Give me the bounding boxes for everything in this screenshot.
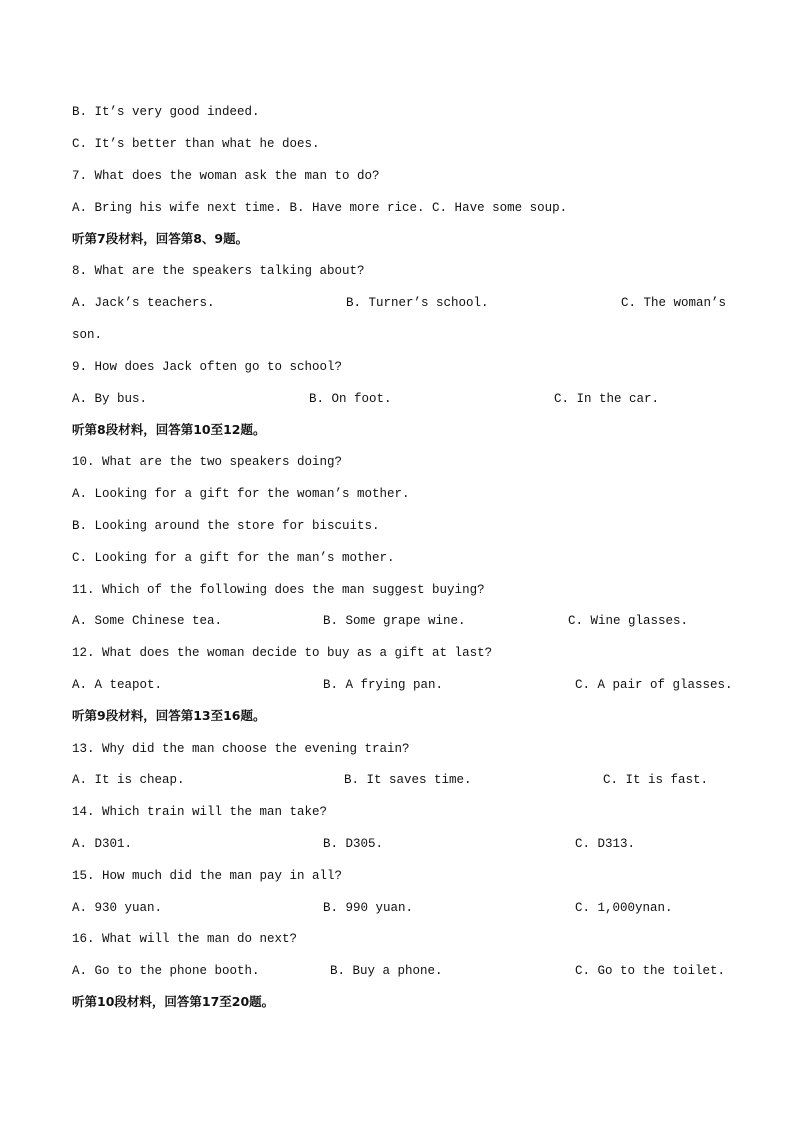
- question-15-option-c: C. 1,000ynan.: [575, 901, 673, 915]
- question-11: 11. Which of the following does the man suggest buying?: [72, 583, 485, 597]
- question-10: 10. What are the two speakers doing?: [72, 455, 343, 469]
- question-8-option-a: A. Jack’s teachers.: [72, 296, 215, 310]
- question-15-option-b: B. 990 yuan.: [323, 901, 414, 915]
- question-14: 14. Which train will the man take?: [72, 805, 328, 819]
- question-16-option-b: B. Buy a phone.: [330, 964, 443, 978]
- question-11-option-a: A. Some Chinese tea.: [72, 614, 223, 628]
- section-heading-7: 听第7段材料，回答第8、9题。: [72, 231, 249, 246]
- question-8-option-b: B. Turner’s school.: [346, 296, 489, 310]
- question-7: 7. What does the woman ask the man to do?: [72, 169, 380, 183]
- question-9: 9. How does Jack often go to school?: [72, 360, 343, 374]
- question-16-option-c: C. Go to the toilet.: [575, 964, 726, 978]
- question-14-option-a: A. D301.: [72, 837, 133, 851]
- question-13-option-b: B. It saves time.: [344, 773, 472, 787]
- question-16-option-a: A. Go to the phone booth.: [72, 964, 260, 978]
- option-b-line: B. It’s very good indeed.: [72, 105, 260, 119]
- question-11-option-c: C. Wine glasses.: [568, 614, 689, 628]
- question-12-option-c: C. A pair of glasses.: [575, 678, 733, 692]
- question-9-option-c: C. In the car.: [554, 392, 660, 406]
- question-15: 15. How much did the man pay in all?: [72, 869, 343, 883]
- question-16: 16. What will the man do next?: [72, 932, 298, 946]
- question-8-option-c: C. The woman’s: [621, 296, 727, 310]
- question-9-option-b: B. On foot.: [309, 392, 392, 406]
- section-heading-8: 听第8段材料，回答第10至12题。: [72, 422, 266, 437]
- section-heading-10: 听第10段材料，回答第17至20题。: [72, 994, 275, 1009]
- question-11-option-b: B. Some grape wine.: [323, 614, 466, 628]
- question-8-option-c-cont: son.: [72, 328, 103, 342]
- option-c-line: C. It’s better than what he does.: [72, 137, 320, 151]
- question-9-option-a: A. By bus.: [72, 392, 148, 406]
- question-13: 13. Why did the man choose the evening train?: [72, 742, 410, 756]
- question-14-option-b: B. D305.: [323, 837, 384, 851]
- question-13-option-c: C. It is fast.: [603, 773, 709, 787]
- question-15-option-a: A. 930 yuan.: [72, 901, 163, 915]
- section-heading-9: 听第9段材料，回答第13至16题。: [72, 708, 266, 723]
- question-7-options: A. Bring his wife next time. B. Have more rice. C. Have some soup.: [72, 201, 568, 215]
- question-8: 8. What are the speakers talking about?: [72, 264, 365, 278]
- question-13-option-a: A. It is cheap.: [72, 773, 185, 787]
- question-10-option-b: B. Looking around the store for biscuits.: [72, 519, 380, 533]
- question-10-option-a: A. Looking for a gift for the woman’s mother.: [72, 487, 410, 501]
- question-12: 12. What does the woman decide to buy as a gift at last?: [72, 646, 493, 660]
- question-14-option-c: C. D313.: [575, 837, 636, 851]
- question-10-option-c: C. Looking for a gift for the man’s mother.: [72, 551, 395, 565]
- question-12-option-b: B. A frying pan.: [323, 678, 444, 692]
- question-12-option-a: A. A teapot.: [72, 678, 163, 692]
